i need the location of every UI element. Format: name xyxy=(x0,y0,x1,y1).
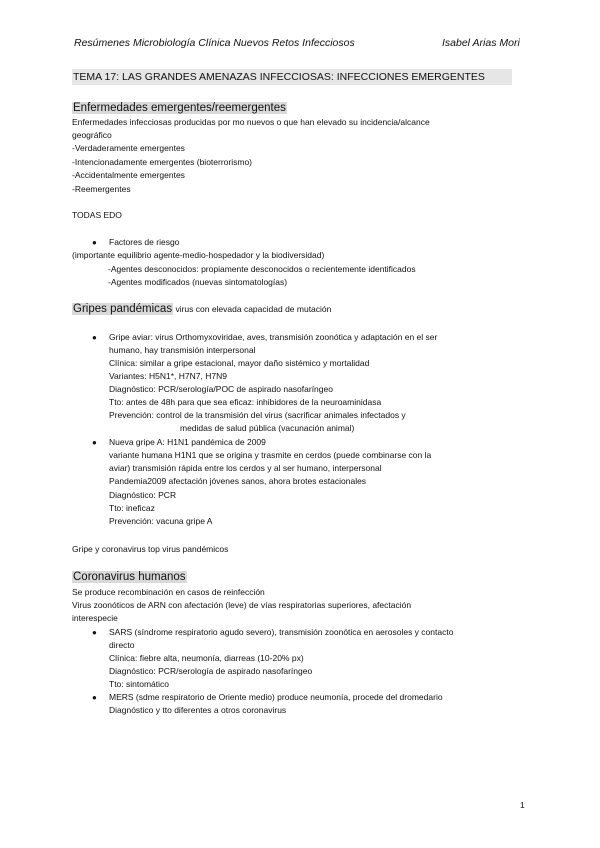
paragraph-line: interespecie xyxy=(72,613,118,623)
list-line: -Agentes desconocidos: propiamente desconocidos o recientemente identificados xyxy=(108,264,416,274)
bullet-icon: ● xyxy=(92,238,97,247)
list-line: -Reemergentes xyxy=(72,184,131,194)
section-heading-note: virus con elevada capacidad de mutación xyxy=(173,304,332,314)
paragraph-line: Prevención: control de la transmisión del virus (sacrificar animales infectados y xyxy=(109,410,406,420)
list-line: -Accidentalmente emergentes xyxy=(72,170,185,180)
paragraph-line: Clínica: fiebre alta, neumonía, diarreas (10-20% px) xyxy=(109,653,304,663)
paragraph-line: Diagnóstico: PCR/serología de aspirado nasofaríngeo xyxy=(109,666,313,676)
paragraph-line: Prevención: vacuna gripe A xyxy=(109,516,213,526)
header-author: Isabel Arias Mori xyxy=(442,37,520,49)
header-course-title: Resúmenes Microbiología Clínica Nuevos Retos Infecciosos xyxy=(74,37,355,49)
paragraph-line: aviar) transmisión rápida entre los cerdos y al ser humano, interpersonal xyxy=(109,463,382,473)
page-number: 1 xyxy=(520,800,525,810)
paragraph-line: geográfico xyxy=(72,130,112,140)
bullet-icon: ● xyxy=(92,693,97,702)
bullet-text: Factores de riesgo xyxy=(109,237,180,247)
paragraph-line: Variantes: H5N1*, H7N7, H7N9 xyxy=(109,371,227,381)
paragraph-line: variante humana H1N1 que se origina y trasmite en cerdos (puede combinarse con la xyxy=(109,450,432,460)
paragraph-line: (importante equilibrio agente-medio-hospedador y la biodiversidad) xyxy=(72,250,325,260)
paragraph-line: Diagnóstico: PCR xyxy=(109,490,177,500)
list-line: -Agentes modificados (nuevas sintomatologías) xyxy=(108,277,288,287)
paragraph-line: Virus zoonóticos de ARN con afectación (leve) de vías respiratorias superiores, afectación xyxy=(72,600,412,610)
paragraph-line: Clínica: similar a gripe estacional, mayor daño sistémico y mortalidad xyxy=(109,358,370,368)
paragraph-line: directo xyxy=(109,640,135,650)
paragraph-line: Gripe y coronavirus top virus pandémicos xyxy=(72,544,229,554)
section-heading-emergentes xyxy=(72,101,287,115)
bullet-text: Nueva gripe A: H1N1 pandémica de 2009 xyxy=(109,437,266,447)
section-heading-coronavirus xyxy=(72,570,187,584)
paragraph-line: medidas de salud pública (vacunación animal) xyxy=(180,423,355,433)
section-heading-text: Gripes pandémicas xyxy=(73,303,173,315)
list-line: -Intencionadamente emergentes (bioterrorismo) xyxy=(72,157,253,167)
paragraph-line: Tto: sintomático xyxy=(109,679,169,689)
paragraph-line: Enfermedades infecciosas producidas por mo nuevos o que han elevado su incidencia/alcance xyxy=(72,117,430,127)
chapter-title xyxy=(72,69,512,85)
paragraph-line: Pandemia2009 afectación jóvenes sanos, ahora brotes estacionales xyxy=(109,476,367,486)
paragraph-line: Diagnóstico y tto diferentes a otros coronavirus xyxy=(109,705,287,715)
paragraph-line: humano, hay transmisión interpersonal xyxy=(109,345,256,355)
section-heading-gripes xyxy=(72,302,331,316)
bullet-text: MERS (sdme respiratorio de Oriente medio) produce neumonía, procede del dromedario xyxy=(109,692,443,702)
bullet-icon: ● xyxy=(92,333,97,342)
paragraph-line: Tto: antes de 48h para que sea eficaz: inhibidores de la neuroaminidasa xyxy=(109,397,382,407)
paragraph-line: Se produce recombinación en casos de reinfección xyxy=(72,587,265,597)
chapter-title-text: TEMA 17: LAS GRANDES AMENAZAS INFECCIOSAS: INFECCIONES EMERGENTES xyxy=(73,71,485,83)
section-heading-text: Coronavirus humanos xyxy=(73,571,186,583)
list-line: -Verdaderamente emergentes xyxy=(72,143,185,153)
paragraph-line: TODAS EDO xyxy=(72,210,122,220)
bullet-icon: ● xyxy=(92,628,97,637)
section-heading-text: Enfermedades emergentes/reemergentes xyxy=(73,102,286,114)
bullet-text: Gripe aviar: virus Orthomyxoviridae, aves, transmisión zoonótica y adaptación en el ser xyxy=(109,332,438,342)
paragraph-line: Diagnóstico: PCR/serología/POC de aspirado nasofaríngeo xyxy=(109,384,333,394)
paragraph-line: Tto: ineficaz xyxy=(109,503,155,513)
bullet-icon: ● xyxy=(92,438,97,447)
bullet-text: SARS (síndrome respiratorio agudo severo), transmisión zoonótica en aerosoles y contacto xyxy=(109,627,454,637)
